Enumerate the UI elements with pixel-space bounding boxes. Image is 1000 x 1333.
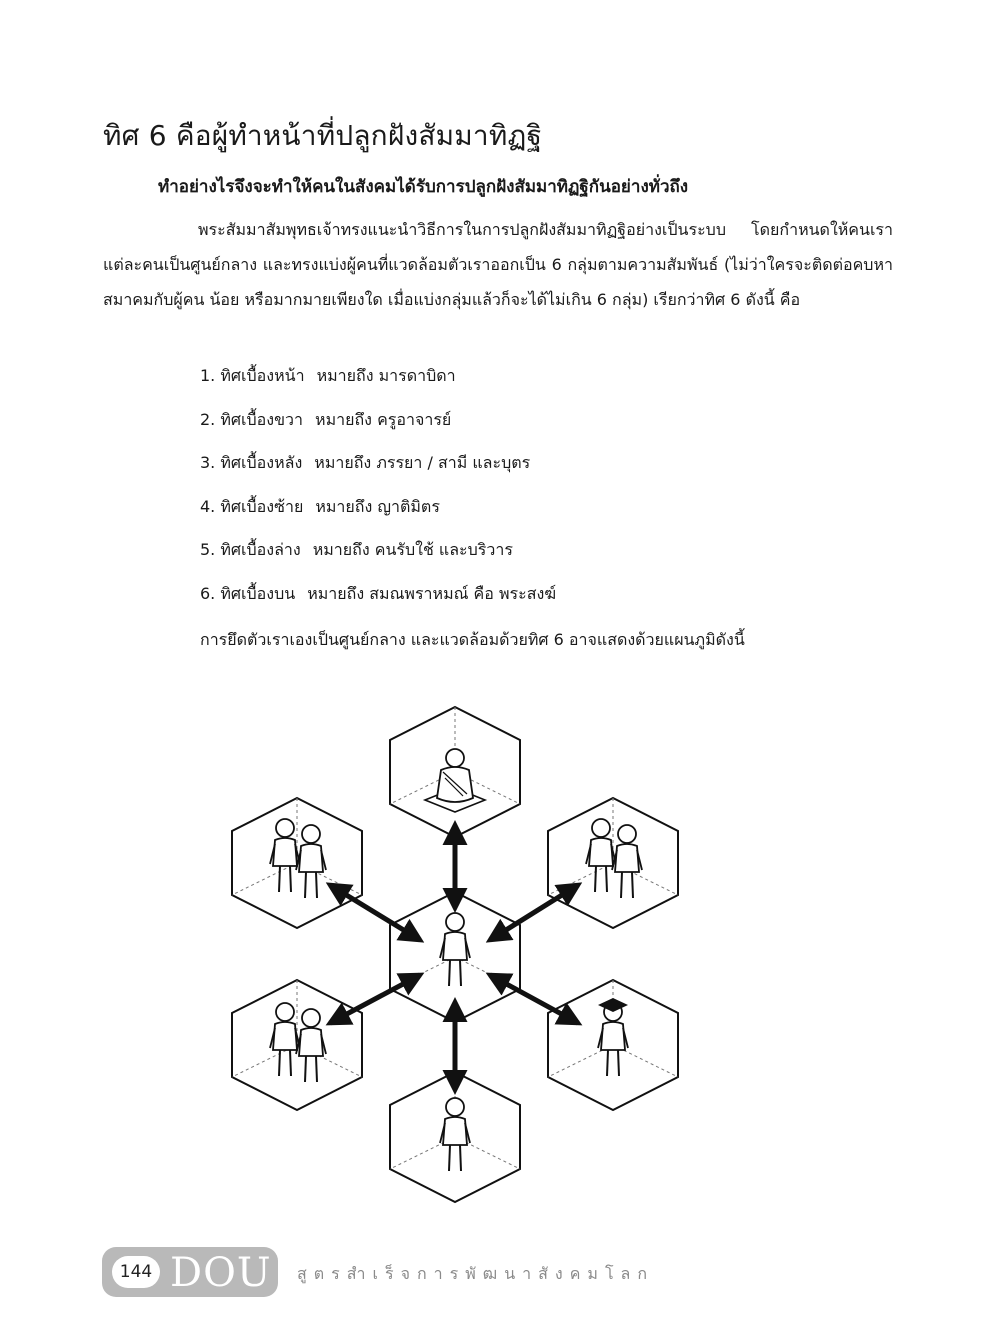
arrow-lower-right [490,975,578,1023]
closing-line: การยึดตัวเราเองเป็นศูนย์กลาง และแวดล้อมด้วยทิศ 6 อาจแสดงด้วยแผนภูมิดังนี้ [200,630,745,649]
direction-name: 4. ทิศเบื้องซ้าย [200,496,304,516]
cube-lower-right-graduate [548,980,678,1110]
direction-item [200,489,556,533]
direction-item [200,402,556,446]
direction-label: หมายถึง [307,583,365,603]
directions-list [200,358,556,619]
arrow-lower-left [330,975,420,1023]
direction-name: 5. ทิศเบื้องล่าง [200,540,301,559]
direction-item [200,576,556,620]
page-title: ทิศ 6 คือผู้ทำหน้าที่ปลูกฝังสัมมาทิฏฐิ [103,119,543,152]
page-number: 144 [112,1256,160,1288]
direction-label: หมายถึง [312,540,370,559]
arrow-upper-right [490,885,578,940]
cube-top-monk [390,707,520,837]
direction-label: หมายถึง [315,409,372,429]
direction-meaning: ครูอาจารย์ [377,409,452,429]
cube-lower-left-family [232,980,362,1110]
direction-name: 6. ทิศเบื้องบน [200,583,296,603]
brand-logo: DOU [170,1250,272,1296]
direction-meaning: ญาติมิตร [377,496,440,516]
direction-meaning: คนรับใช้ และบริวาร [374,540,513,559]
direction-meaning: มารดาบิดา [378,366,456,385]
six-directions-diagram [200,690,720,1220]
direction-meaning: สมณพราหมณ์ คือ พระสงฆ์ [369,583,557,603]
direction-name: 1. ทิศเบื้องหน้า [200,366,305,385]
direction-meaning: ภรรยา / สามี และบุตร [376,453,531,472]
direction-name: 3. ทิศเบื้องหลัง [200,453,303,472]
cube-upper-right-teachers [548,798,678,928]
cube-bottom-servant [390,1072,520,1202]
direction-item [200,358,556,402]
section-subtitle: ทำอย่างไรจึงจะทำให้คนในสังคมได้รับการปลูกฝังสัมมาทิฏฐิกันอย่างทั่วถึง [158,177,689,197]
direction-item [200,445,556,489]
direction-label: หมายถึง [315,496,373,516]
cube-upper-left-parents [232,798,362,928]
book-title: สูตรสำเร็จการพัฒนาสังคมโลก [297,1264,655,1283]
direction-name: 2. ทิศเบื้องขวา [200,409,304,429]
direction-label: หมายถึง [316,366,374,385]
intro-paragraph: พระสัมมาสัมพุทธเจ้าทรงแนะนำวิธีการในการปลูกฝังสัมมาทิฏฐิอย่างเป็นระบบ โดยกำหนดให้คนเราแต่ละคนเป็นศูนย์กลาง และทรงแบ่งผู้คนที่แวดล้อมตัวเราออกเป็น 6 กลุ่มตามความสัมพันธ์ (ไม่ว่าใครจะติดต่อคบหาสมาคมกับผู้คน น้อย หรือมากมายเพียงใด เมื่อแบ่งกลุ่มแล้วก็จะได้ไม่เกิน 6 กลุ่ม) เรียกว่าทิศ 6 ดังนี้ คือ [103,220,893,309]
footer-badge [102,1247,278,1297]
direction-item [200,532,556,576]
direction-label: หมายถึง [314,453,372,472]
arrow-upper-left [330,885,420,940]
